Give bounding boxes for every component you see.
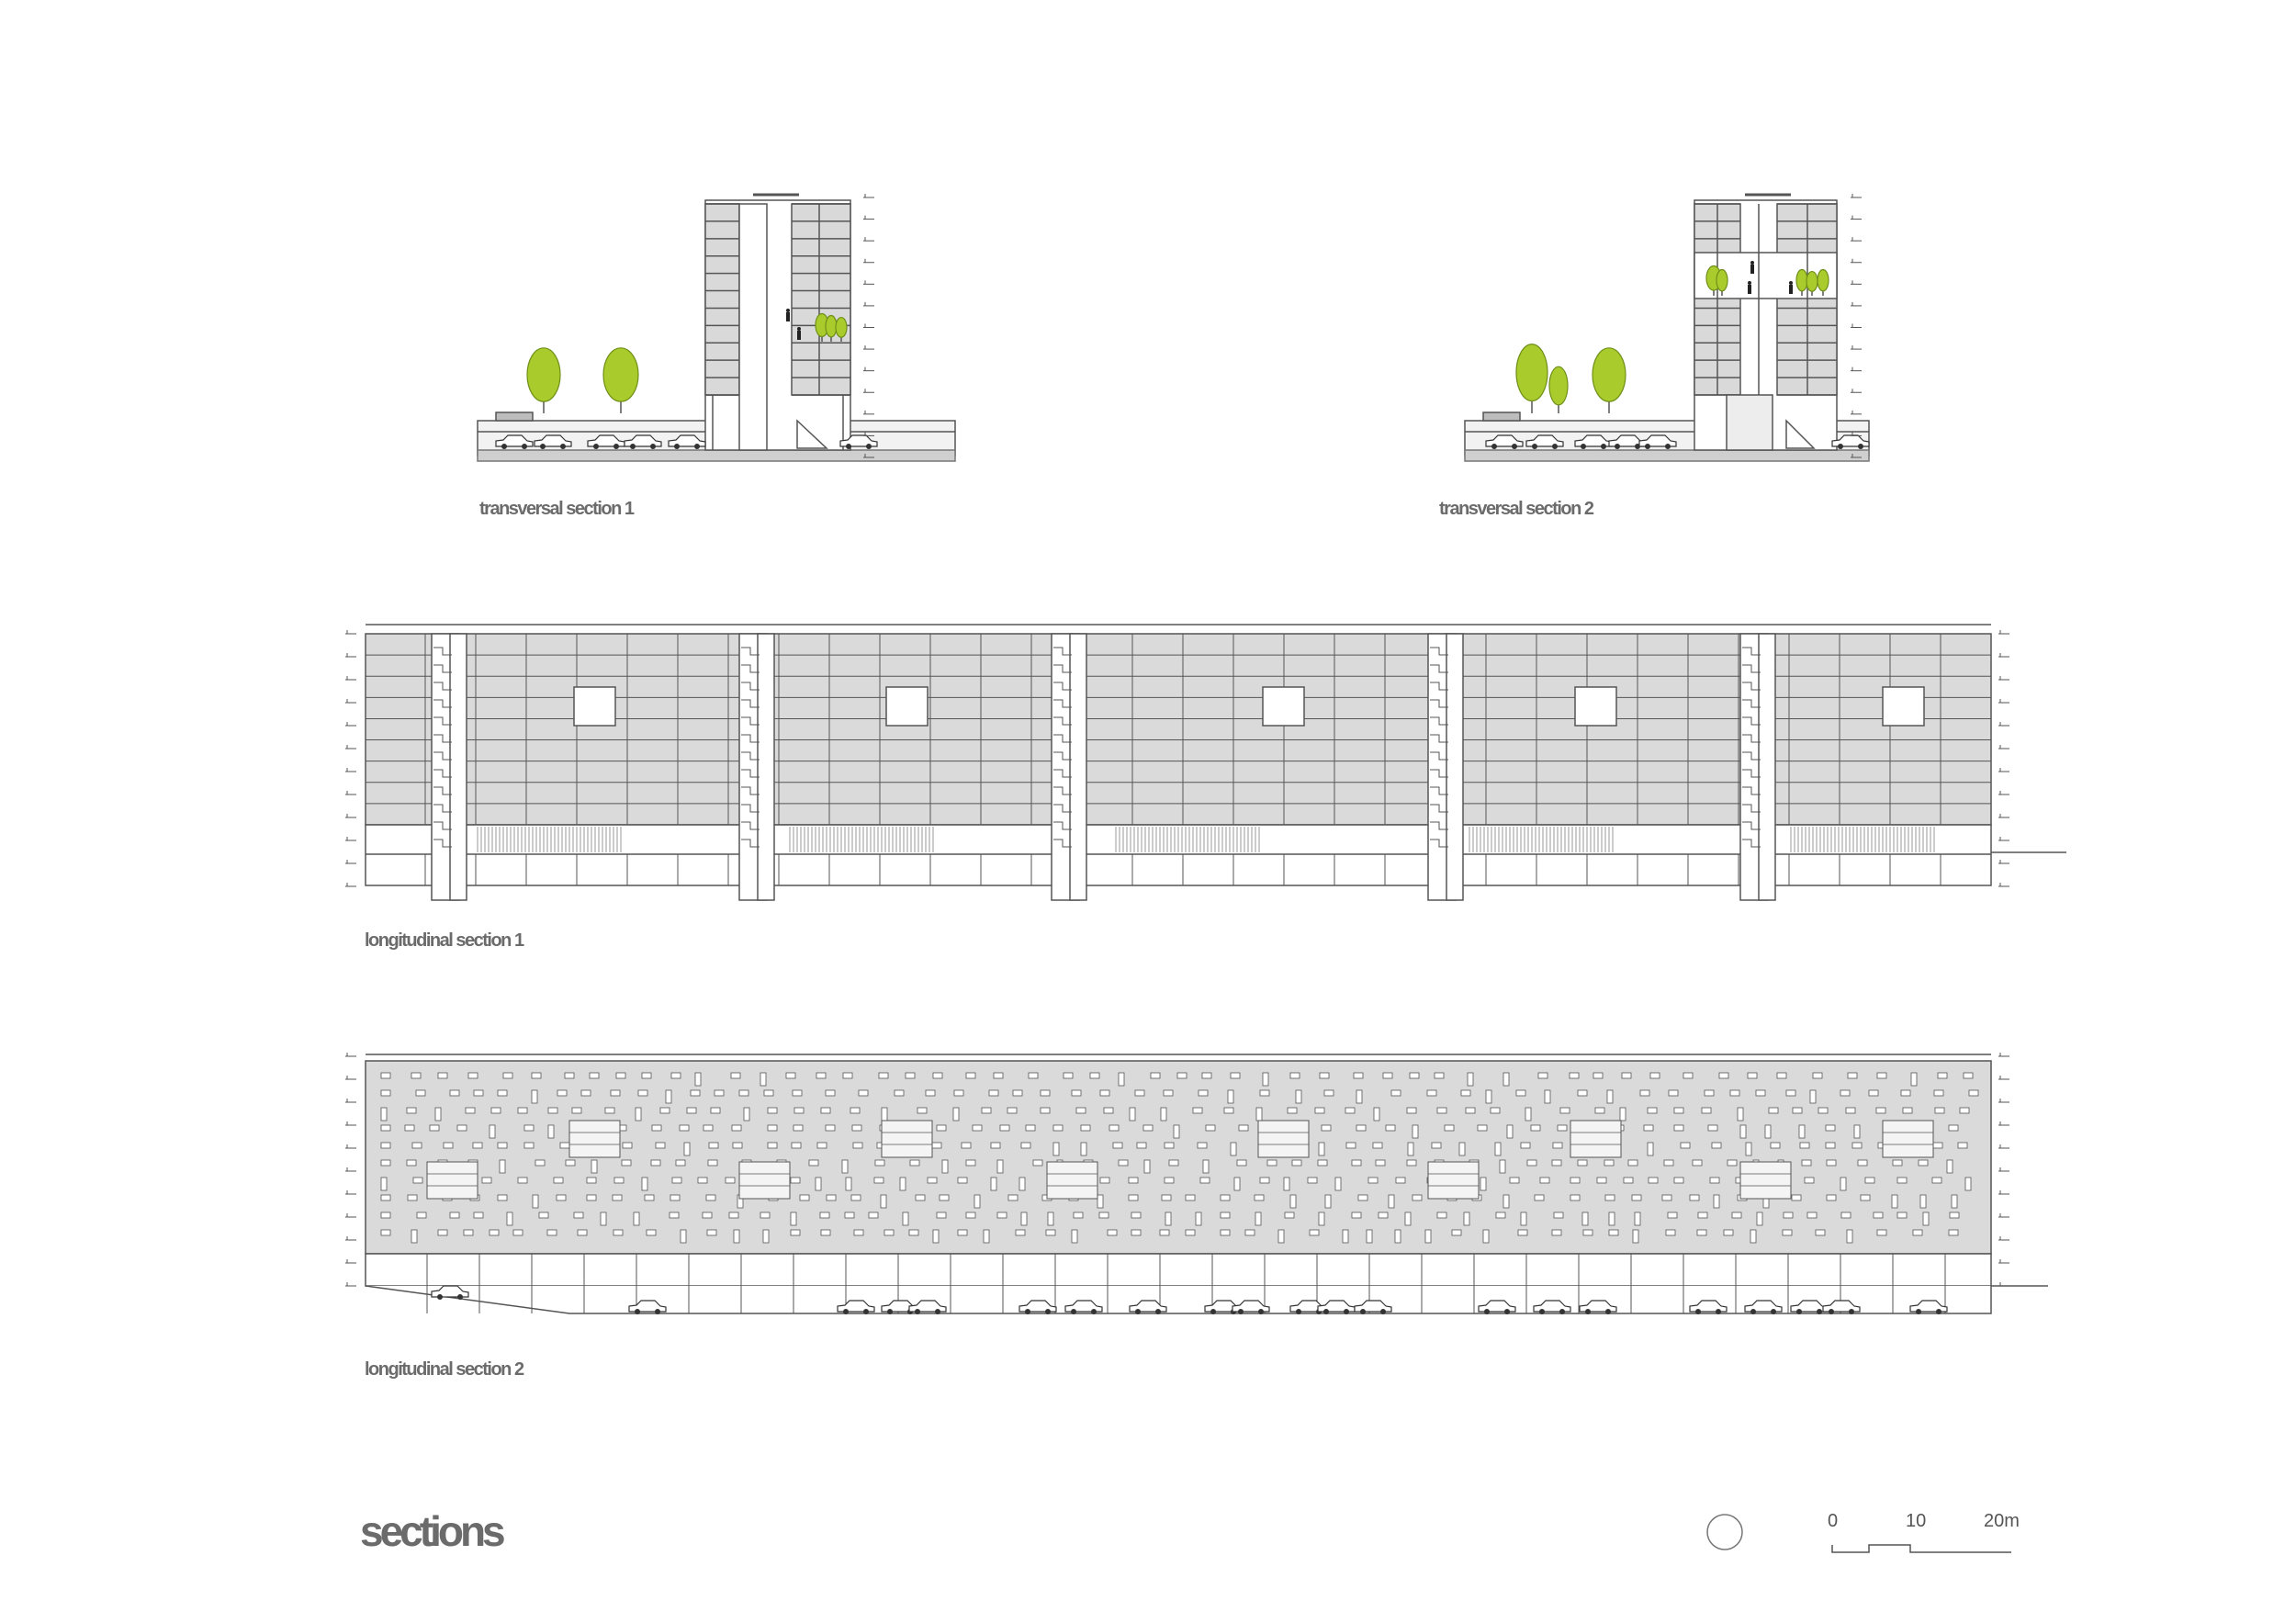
longitudinal-section-2-drawing: [366, 1054, 2048, 1313]
tree-icon: [836, 318, 847, 338]
transversal-section-2-drawing: [1465, 195, 1869, 461]
sheet-title: sections: [360, 1507, 502, 1555]
tree-icon: [603, 348, 638, 401]
tree-icon: [1716, 270, 1728, 291]
tree-icon: [527, 348, 560, 401]
transversal-section-2-label: transversal section 2: [1439, 499, 1593, 519]
person-icon: [1789, 281, 1793, 294]
tree-icon: [826, 316, 837, 337]
tree-icon: [1806, 272, 1818, 292]
scale-tick-10: 10: [1906, 1511, 1927, 1531]
transversal-section-1-label: transversal section 1: [479, 499, 634, 519]
scale-tick-0: 0: [1828, 1511, 1839, 1531]
scale-bar: [1832, 1545, 2011, 1552]
transversal-section-2-level-markers: [1851, 194, 1862, 457]
longitudinal-section-1-label: longitudinal section 1: [365, 930, 523, 951]
tree-icon: [1549, 366, 1568, 405]
transversal-section-1-level-markers: [863, 194, 874, 457]
person-icon: [1748, 281, 1751, 294]
north-arrow-icon: [1707, 1515, 1742, 1550]
person-icon: [797, 327, 801, 340]
tree-icon: [1818, 270, 1829, 291]
tree-icon: [1796, 270, 1807, 291]
person-icon: [786, 309, 790, 321]
person-icon: [1750, 261, 1754, 274]
transversal-section-1-drawing: [478, 195, 955, 461]
tree-icon: [1593, 348, 1626, 401]
scale-tick-20m: 20m: [1984, 1511, 2020, 1531]
longitudinal-section-1-drawing: [366, 625, 2066, 900]
longitudinal-section-2-label: longitudinal section 2: [365, 1359, 523, 1380]
tree-icon: [1516, 344, 1548, 401]
